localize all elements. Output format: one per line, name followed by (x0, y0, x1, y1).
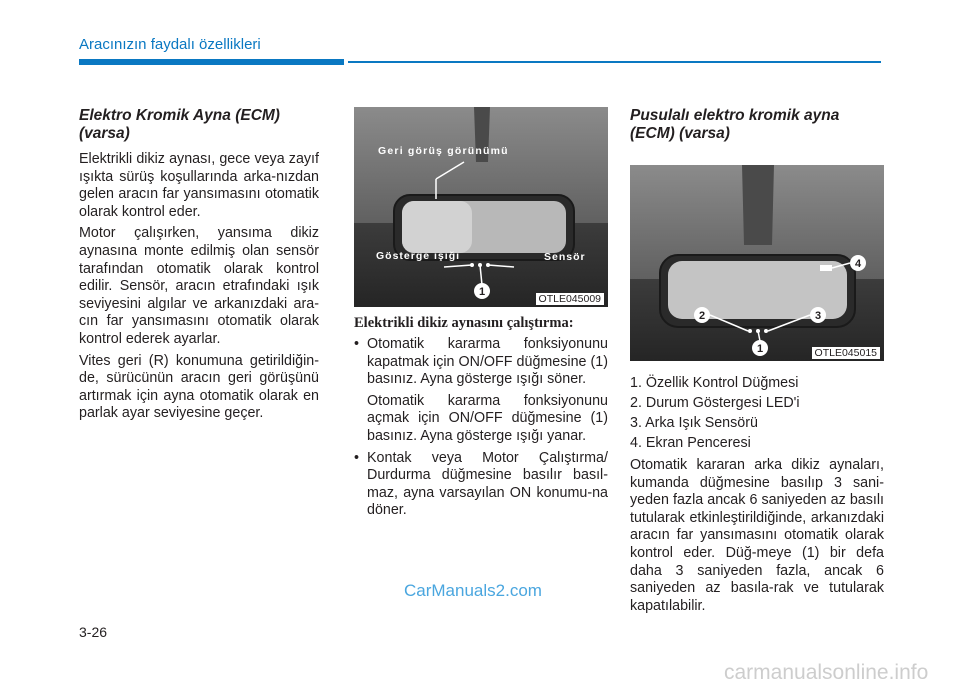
operation-subheading: Elektrikli dikiz aynasını çalıştırma: (354, 315, 574, 331)
label-indicator: Gösterge ışığı (376, 250, 461, 262)
figure2-callout-3: 3 (814, 310, 822, 322)
page-number: 3-26 (79, 624, 108, 640)
ecm-paragraph-2: Motor çalışırken, yansıma dikiz aynasına monte edilmiş olan sensör tarafından otomatik olarak kontrol edilir. Sensör, aracın etrafındaki ışık seviyesini algılar ve arkanızdaki ara-cın far yansımasını otomatik olarak kontrol ederek ayarlar. (79, 225, 319, 347)
figure2-callout-2: 2 (698, 310, 706, 322)
ecm-heading: Elektro Kromik Ayna (ECM) (varsa) (79, 107, 280, 142)
compass-mirror-figure (630, 165, 884, 361)
figure2-callout-4: 4 (854, 258, 862, 270)
operation-bullet-2 (354, 450, 608, 520)
feature-list (630, 373, 884, 453)
bullet-symbol: • (354, 449, 360, 466)
operation-bullet-1-text: Otomatik kararma fonksiyonunu kapatmak için ON/OFF düğmesine (1) basınız. Ayna gösterge ışığı söner. (367, 336, 608, 388)
label-sensor: Sensör (544, 251, 586, 263)
section-title: Aracınızın faydalı özellikleri (79, 36, 261, 53)
header-rule-thick (79, 59, 344, 65)
feature-item: 3. Arka Işık Sensörü (630, 415, 758, 431)
figure2-callout-1: 1 (756, 343, 764, 355)
figure-code: OTLE045009 (536, 293, 604, 305)
compass-ecm-heading: Pusulalı elektro kromik ayna (ECM) (varsa) (630, 107, 840, 142)
watermark-site: carmanualsonline.info (724, 661, 929, 684)
compass-mirror-illustration (630, 165, 884, 361)
bullet-symbol: • (354, 336, 360, 352)
right-column (630, 107, 884, 619)
feature-item: 4. Ekran Penceresi (630, 435, 751, 451)
operation-list (354, 336, 608, 520)
figure2-code: OTLE045015 (812, 347, 880, 359)
ecm-paragraph-3: Vites geri (R) konumuna getirildiğin-de, sürücünün aracın geri görüşünü artırmak için ayna otomatik olarak en parlak ayar seviyesine geçer. (79, 352, 319, 422)
left-column (79, 107, 319, 427)
header-rule-thin (348, 61, 881, 63)
operation-bullet-1-continued (354, 393, 608, 446)
compass-paragraph: Otomatik kararan arka dikiz aynaları, kumanda düğmesine basılıp 3 sani-yeden fazla ancak 6 saniyeden az basılı tutularak etkinleştirildiğinde, arkanızdaki aracın far yansımasını otomatik olarak kontrol eder. Düğ-meye (1) bir defa daha 3 saniyeden fazla, ancak 6 saniyeden az basıla-rak ve tutularak kapatılabilir. (630, 457, 884, 614)
label-rear-view: Geri görüş görünümü (378, 145, 509, 157)
mirror-figure (354, 107, 608, 307)
feature-item: 2. Durum Göstergesi LED'i (630, 395, 800, 411)
operation-bullet-1 (354, 336, 608, 389)
operation-bullet-2-text: Kontak veya Motor Çalıştırma/ Durdurma düğmesine basılır basıl-maz, ayna varsayılan ON konumu-na döner. (367, 449, 608, 519)
figure-callout-1: 1 (478, 286, 486, 298)
operation-bullet-1-cont-text: Otomatik kararma fonksiyonunu açmak için ON/OFF düğmesine (1) basınız. Ayna gösterge ışığı yanar. (367, 392, 608, 444)
ecm-paragraph-1: Elektrikli dikiz aynası, gece veya zayıf ışıkta sürüş koşullarında arka-nızdan gelen aracın far yansımasını otomatik olarak kontrol eder. (79, 151, 319, 220)
watermark-link[interactable]: CarManuals2.com (404, 581, 542, 600)
feature-item: 1. Özellik Kontrol Düğmesi (630, 375, 799, 391)
middle-column (354, 107, 608, 524)
mirror-illustration (354, 107, 608, 307)
